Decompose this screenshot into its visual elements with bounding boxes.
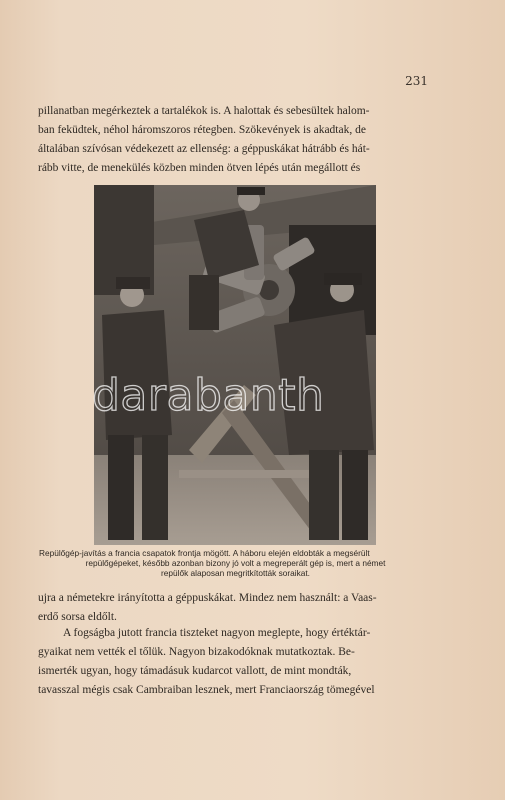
text-line: rább vitte, de menekülés közben minden ötven lépés után megállott és <box>38 162 361 174</box>
text-line: erdő sorsa eldőlt. <box>38 611 117 623</box>
text-line: általában szívósan védekezett az ellenség: a géppuskákat hátrább és hát- <box>38 143 370 155</box>
watermark: darabanth <box>92 370 325 421</box>
photograph-aircraft-engine-repair <box>94 185 376 545</box>
text-line: tavasszal mégis csak Cambraiban lesznek, mert Franciaország tömegével <box>38 684 375 696</box>
page-number: 231 <box>405 74 428 88</box>
text-line: pillanatban megérkeztek a tartalékok is. A halottak és sebesültek halom- <box>38 105 370 117</box>
text-line: ismerték ugyan, hogy támadásuk kudarcot vallott, de mint mondták, <box>38 665 352 677</box>
paragraph-middle <box>38 589 431 627</box>
photo-caption <box>39 548 432 578</box>
caption-line: repülők alaposan megritkították soraikat. <box>161 568 310 578</box>
text-line: A fogságba jutott francia tiszteket nagyon meglepte, hogy értéktár- <box>63 627 371 639</box>
paragraph-bottom <box>38 624 431 700</box>
paragraph-top <box>38 102 431 178</box>
photo-illustration <box>94 185 376 545</box>
caption-line: Repülőgép-javítás a francia csapatok frontja mögött. A háboru elején eldobták a megsérült <box>39 548 370 558</box>
text-line: gyaikat nem vették el tőlük. Nagyon bizakodóknak mutatkoztak. Be- <box>38 646 355 658</box>
text-line: ujra a németekre irányította a géppuskákat. Mindez nem használt: a Vaas- <box>38 592 377 604</box>
caption-line: repülőgépeket, később azonban bizony jó volt a megreperált gép is, mert a német <box>85 558 386 568</box>
text-line: ban feküdtek, néhol háromszoros rétegben. Szökevények is akadtak, de <box>38 124 366 136</box>
